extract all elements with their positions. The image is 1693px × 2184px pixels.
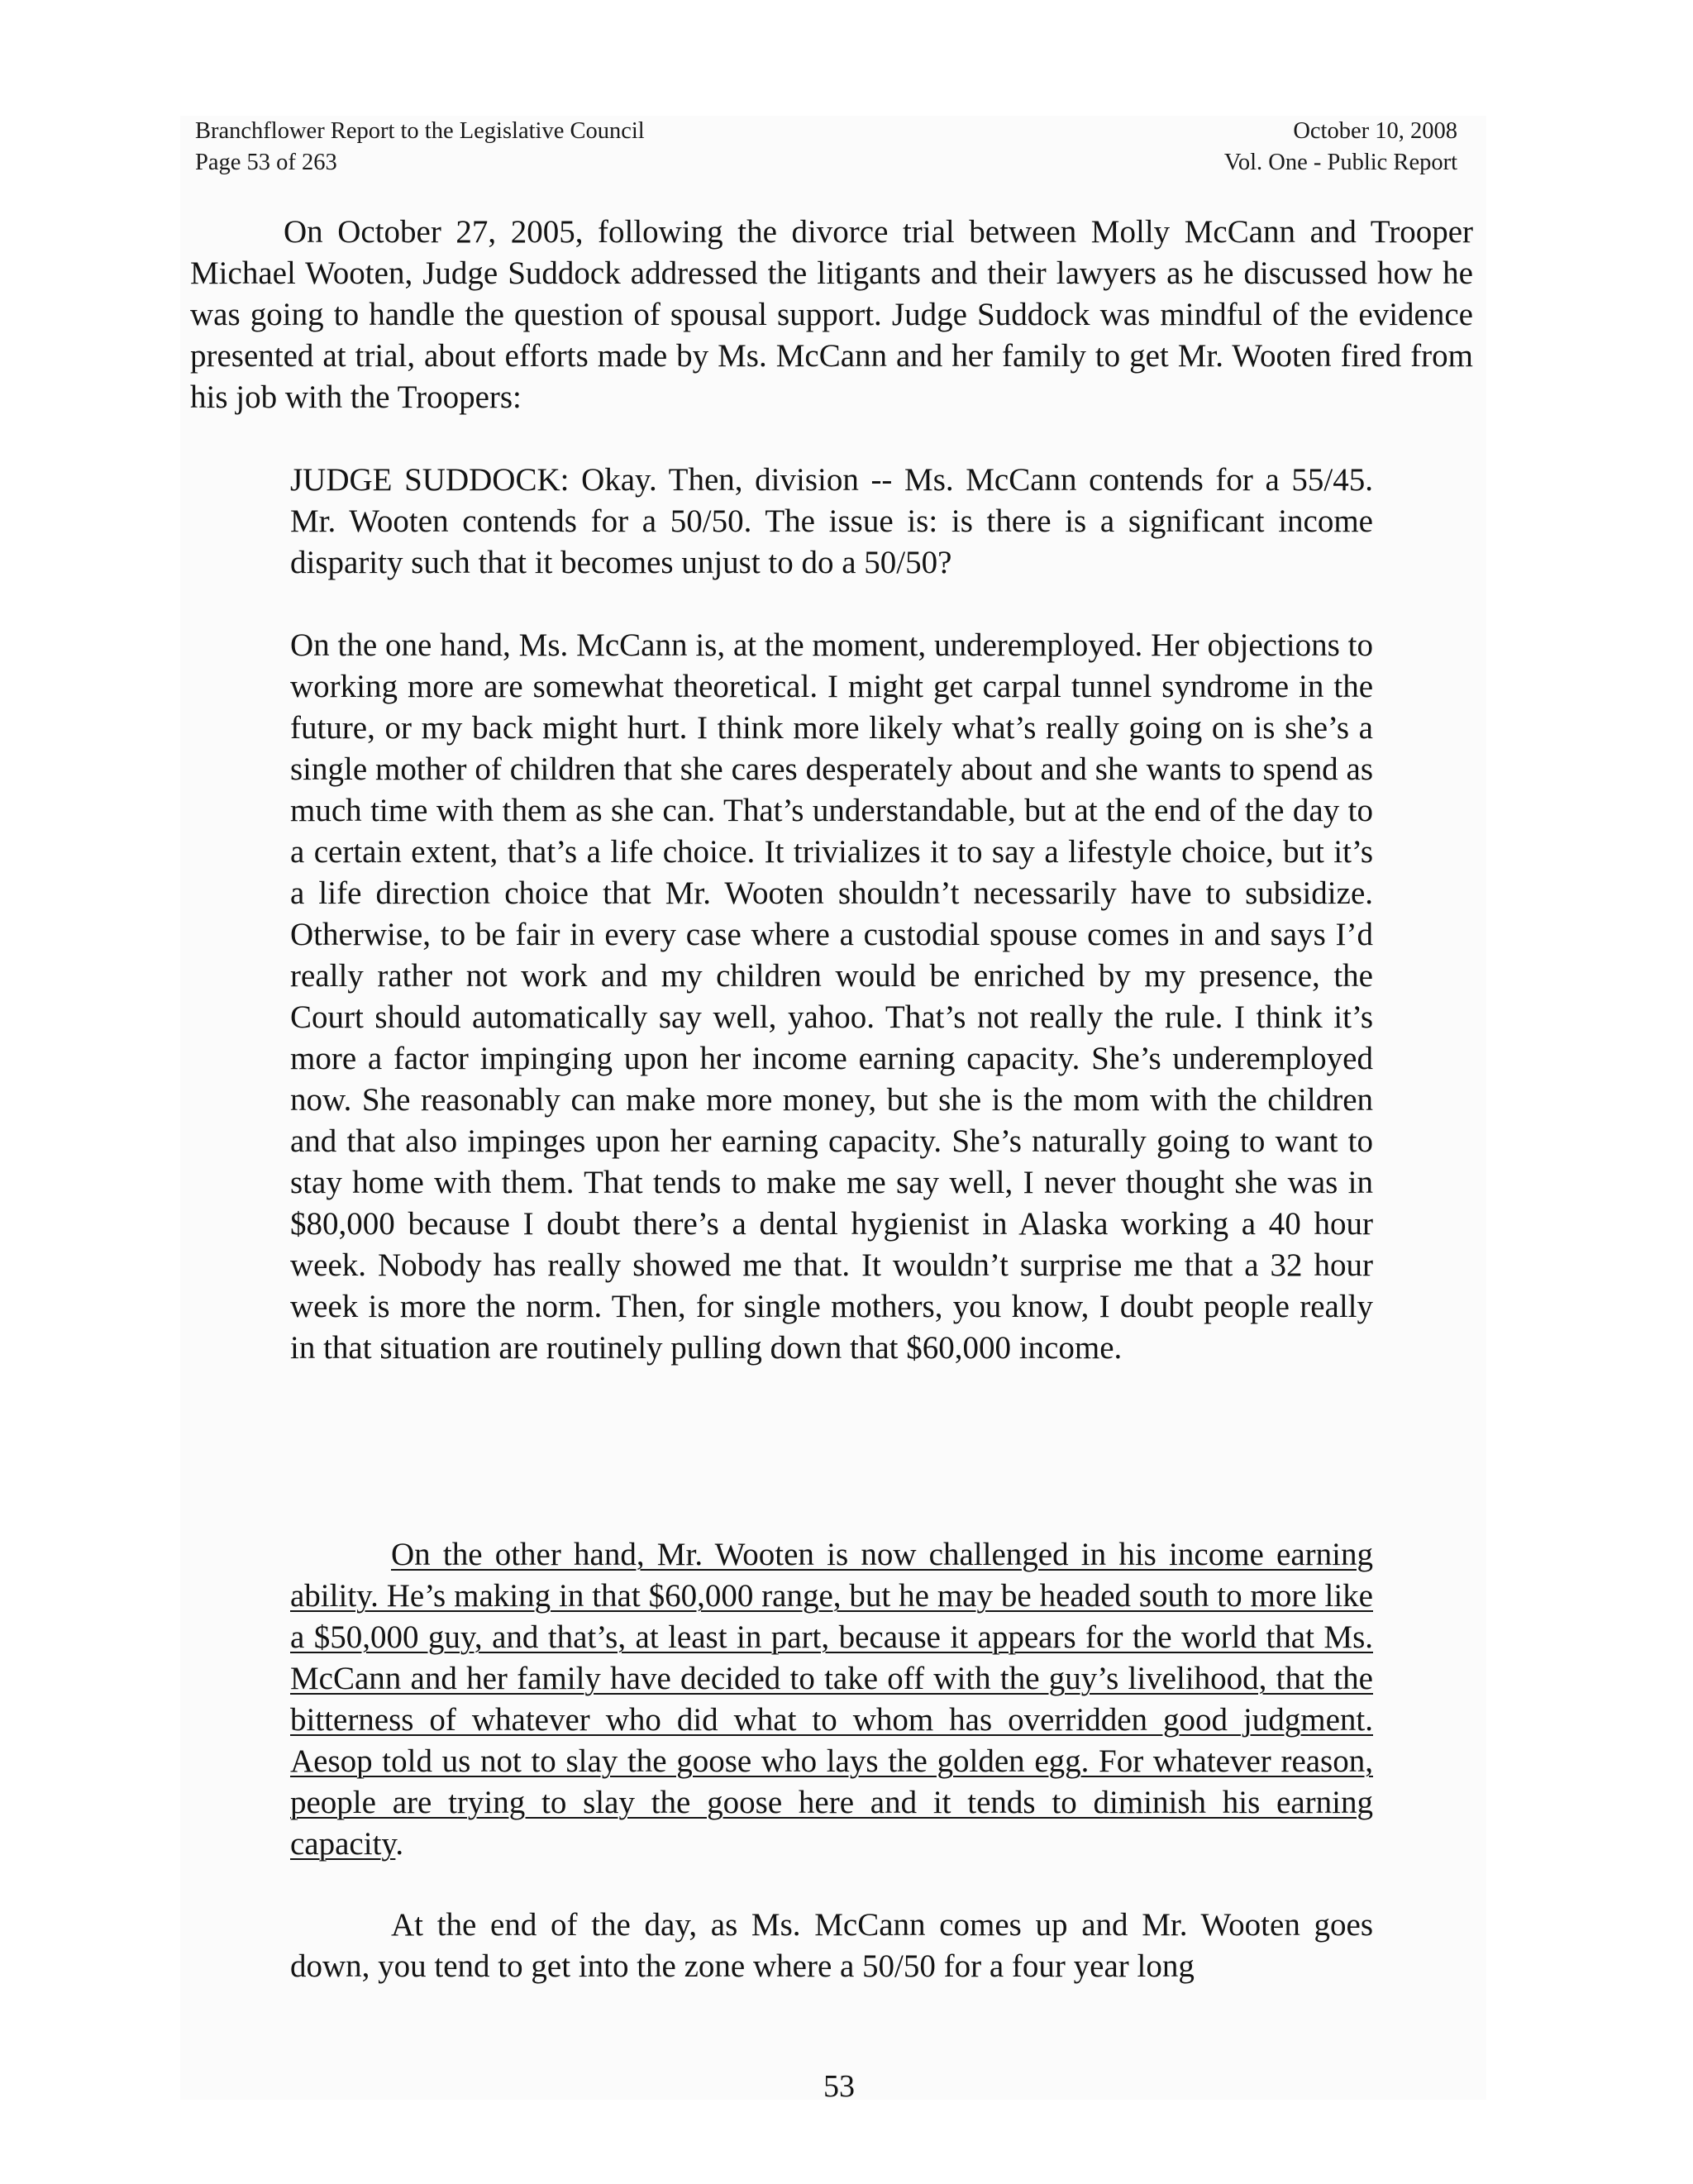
report-date: October 10, 2008 (1293, 118, 1457, 144)
report-title: Branchflower Report to the Legislative Council (195, 118, 645, 144)
quote-paragraph-2: On the one hand, Ms. McCann is, at the moment, underemployed. Her objections to working more are somewhat theoretical. I might get carpal tunnel syndrome in the future, or my back might hurt. I think more likely what’s really going on is she’s a single mother of children that she cares desperately about and she wants to spend as much time with them as she can. That’s understandable, but at the end of the day to a certain extent, that’s a life choice. It trivializes it to say a lifestyle choice, but it’s a life direction choice that Mr. Wooten shouldn’t necessarily have to subsidize. Otherwise, to be fair in every case where a custodial spouse comes in and says I’d really rather not work and my children would be enriched by my presence, the Court should automatically say well, yahoo. That’s not really the rule. I think it’s more a factor impinging upon her income earning capacity. She’s underemployed now. She reasonably can make more money, but she is the mom with the children and that also impinges upon her earning capacity. She’s naturally going to want to stay home with them. That tends to make me say well, I never thought she was in $80,000 because I doubt there’s a dental hygienist in Alaska working a 40 hour week. Nobody has really showed me that. It wouldn’t surprise me that a 32 hour week is more the norm. Then, for single mothers, you know, I doubt people really in that situation are routinely pulling down that $60,000 income. (290, 627, 1373, 1366)
underlined-passage-end: . (395, 1826, 404, 1862)
quote-paragraph-3 (290, 1534, 1373, 1865)
underlined-passage: On the other hand, Mr. Wooten is now challenged in his income earning ability. He’s making in that $60,000 range, but he may be headed south to more like a $50,000 guy, and that’s, at least in part, because it appears for the world that Ms. McCann and her family have decided to take off with the guy’s livelihood, that the bitterness of whatever who did what to whom has overridden good judgment. Aesop told us not to slay the goose who lays the golden egg. For whatever reason, people are trying to slay the goose here and it tends to diminish his earning capacity (290, 1537, 1373, 1862)
header-left (195, 116, 645, 179)
page-number: 53 (823, 2069, 855, 2104)
intro-paragraph: On October 27, 2005, following the divorce trial between Molly McCann and Trooper Michael Wooten, Judge Suddock addressed the litigants and their lawyers as he discussed how he was going to handle the question of spousal support. Judge Suddock was mindful of the evidence presented at trial, about efforts made by Ms. McCann and her family to get Mr. Wooten fired from his job with the Troopers: (190, 214, 1473, 415)
quote-paragraph-1: JUDGE SUDDOCK: Okay. Then, division -- Ms. McCann contends for a 55/45. Mr. Wooten contends for a 50/50. The issue is: is there is a significant income disparity such that it becomes unjust to do a 50/50? (290, 462, 1373, 580)
volume-label: Vol. One - Public Report (1223, 150, 1457, 175)
page-reference: Page 53 of 263 (195, 150, 337, 175)
header-right (1224, 116, 1457, 179)
quote-paragraph-4: At the end of the day, as Ms. McCann comes up and Mr. Wooten goes down, you tend to get into the zone where a 50/50 for a four year long (290, 1907, 1373, 1984)
